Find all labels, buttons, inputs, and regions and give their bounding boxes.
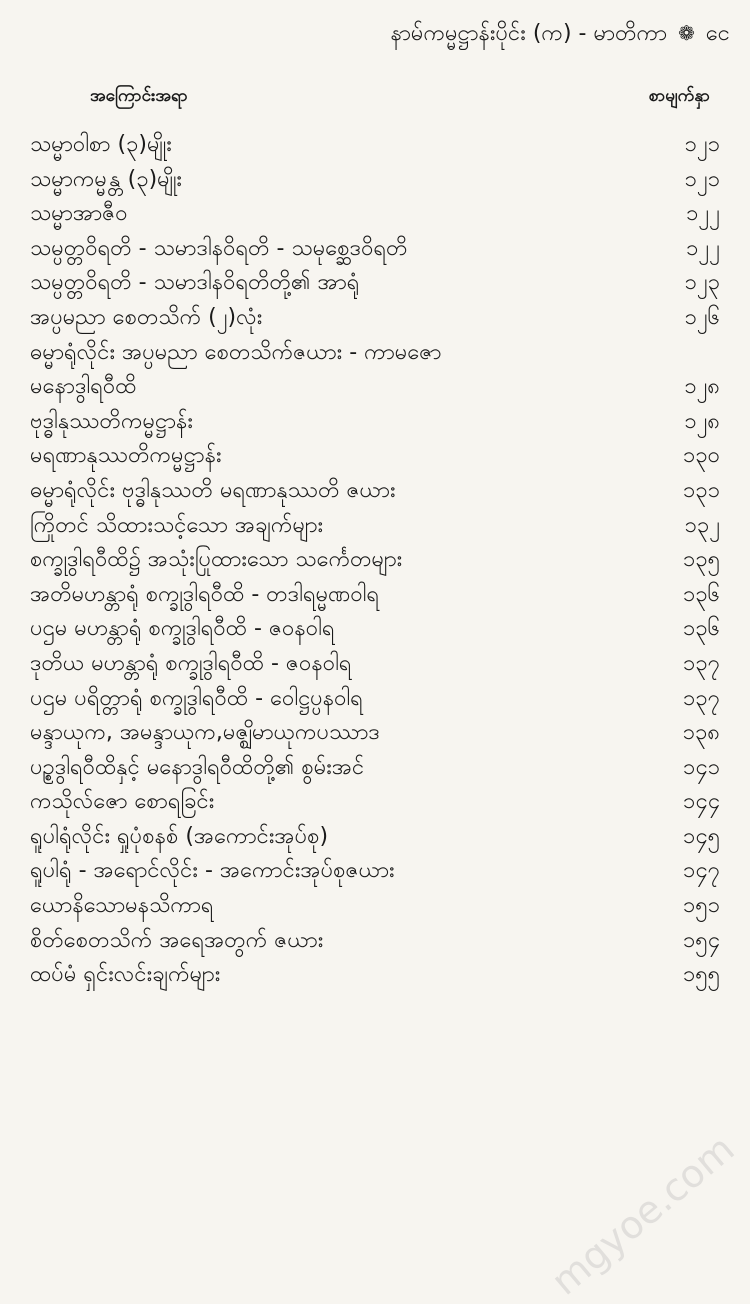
- toc-page: ၁၅၅: [682, 962, 720, 988]
- toc-row: [30, 716, 720, 751]
- toc-row: [30, 405, 720, 440]
- toc-row: [30, 958, 720, 993]
- toc-row: [30, 682, 720, 717]
- column-headers: [30, 85, 710, 113]
- toc-title: အပ္ပမညာ စေတသိက် (၂)လုံး: [30, 304, 263, 330]
- toc-title: ရူပါရုံလိုင်း ရှုပုံစနစ် (အကောင်းအုပ်စု): [30, 823, 329, 849]
- toc-row: [30, 128, 720, 163]
- toc-page: ၁၃၆: [682, 616, 720, 642]
- toc-row: [30, 474, 720, 509]
- toc-title: ရူပါရုံ - အရောင်လိုင်း - အကောင်းအုပ်စုဇယား: [30, 858, 395, 884]
- toc-title: ဓမ္မာရုံလိုင်း ဗုဒ္ဓါနုဿတိ မရဏာနုဿတိ ဇယား: [30, 477, 396, 503]
- toc-page: ၁၃၇: [682, 650, 720, 676]
- toc-row: [30, 751, 720, 786]
- column-header-contents: အကြောင်းအရာ: [90, 86, 188, 106]
- toc-page: ၁၅၄: [682, 927, 720, 953]
- toc-page: ၁၂၆: [684, 304, 720, 330]
- toc-title: သမ္ပတ္တဝိရတိ - သမာဒါနဝိရတိတို့၏ အာရုံ: [30, 270, 360, 296]
- toc-page: ၁၃၅: [682, 547, 720, 573]
- toc-page: ၁၂၈: [684, 374, 720, 400]
- toc-row: [30, 647, 720, 682]
- toc-page: ၁၅၁: [682, 893, 720, 919]
- toc-row: [30, 301, 720, 336]
- toc-row: [30, 163, 720, 198]
- toc-title: ဒုတိယ မဟန္တာရုံ စက္ခုဒွါရဝီထိ - ဇဝနဝါရ: [30, 650, 352, 676]
- toc-row: [30, 266, 720, 301]
- toc-title: ကသိုလ်ဇော စောရခြင်း: [30, 789, 215, 815]
- toc-page: ၁၃၆: [682, 581, 720, 607]
- watermark: mgyoe.com: [542, 1126, 742, 1304]
- page-number: ငေ: [705, 21, 730, 46]
- toc-page: ၁၂၁: [684, 132, 720, 157]
- toc-title: ပဌမ မဟန္တာရုံ စက္ခုဒွါရဝီထိ - ဇဝနဝါရ: [30, 616, 335, 642]
- toc-page: ၁၂၁: [684, 166, 720, 192]
- column-header-page: စာမျက်နှာ: [648, 86, 710, 106]
- toc-row: [30, 509, 720, 544]
- toc-title: ထပ်မံ ရှင်းလင်းချက်များ: [30, 962, 221, 988]
- toc-page: ၁၃၀: [682, 443, 720, 469]
- toc-row: [30, 924, 720, 959]
- running-head: [390, 18, 730, 51]
- toc-title: ဗုဒ္ဓါနုဿတိကမ္မဋ္ဌာန်း: [30, 408, 194, 434]
- toc-row: [30, 370, 720, 405]
- toc-page: ၁၂၂: [686, 201, 720, 227]
- toc-title: သမ္မာဝါစာ (၃)မျိုး: [30, 132, 172, 157]
- toc-row: [30, 785, 720, 820]
- toc-title: ယောနိသောမနသိကာရ: [30, 893, 214, 919]
- toc-row: [30, 336, 720, 371]
- toc-title: စက္ခုဒွါရဝီထိ၌ အသုံးပြုထားသော သင်္ကေတများ: [30, 547, 403, 573]
- toc-page: ၁၄၁: [682, 754, 720, 780]
- toc-row: [30, 578, 720, 613]
- toc-page: ၁၄၅: [682, 823, 720, 849]
- toc-row: [30, 232, 720, 267]
- toc-title: ဓမ္မာရုံလိုင်း အပ္ပမညာ စေတသိက်ဇယား - ကာမဇော: [30, 339, 442, 365]
- toc-page: ၁၂၈: [684, 408, 720, 434]
- toc-page: ၁၄၄: [682, 789, 720, 815]
- toc-page: ၁၃၈: [682, 720, 720, 746]
- toc-title: အတိမဟန္တာရုံ စက္ခုဒွါရဝီထိ - တဒါရမ္မဏဝါရ: [30, 581, 380, 607]
- toc-row: [30, 854, 720, 889]
- toc-title: ပဉ္စဒွါရဝီထိနှင့် မနောဒွါရဝီထိတို့၏ စွမ်းအင်: [30, 754, 365, 780]
- toc-title: သမ္ပတ္တဝိရတိ - သမာဒါနဝိရတိ - သမုစ္ဆေဒဝိရတိ: [30, 235, 408, 261]
- toc-page: ၁၃၂: [684, 512, 720, 538]
- toc-title: ပဌမ ပရိတ္တာရုံ စက္ခုဒွါရဝီထိ - ဝေါဋ္ဌပ္ပနဝါရ: [30, 685, 363, 711]
- toc-page: ၁၃၁: [682, 477, 720, 503]
- running-title: နာမ်ကမ္မဋ္ဌာန်းပိုင်း (က) - မာတိကာ: [390, 21, 668, 46]
- toc-row: [30, 889, 720, 924]
- toc-row: [30, 612, 720, 647]
- toc-title: စိတ်စေတသိက် အရေအတွက် ဇယား: [30, 927, 324, 953]
- toc-row: [30, 197, 720, 232]
- toc-row: [30, 439, 720, 474]
- toc-page: ၁၂၃: [684, 270, 720, 296]
- toc-title: မနောဒွါရဝီထိ: [30, 374, 137, 400]
- toc-title: သမ္မာကမ္မန္တ (၃)မျိုး: [30, 166, 182, 192]
- ornament-icon: ❁: [678, 21, 695, 45]
- toc-title: ကြိုတင် သိထားသင့်သော အချက်များ: [30, 512, 324, 538]
- toc-page: ၁၃၇: [682, 685, 720, 711]
- toc-title: သမ္မာအာဇီဝ: [30, 201, 128, 227]
- table-of-contents: [30, 128, 720, 993]
- toc-page: ၁၂၂: [686, 235, 720, 261]
- toc-page: ၁၄၇: [682, 858, 720, 884]
- toc-title: မန္ဒာယုက, အမန္ဒာယုက,မဇ္ဈိမာယုကပဿာဒ: [30, 720, 380, 746]
- toc-row: [30, 820, 720, 855]
- toc-row: [30, 543, 720, 578]
- toc-title: မရဏာနုဿတိကမ္မဋ္ဌာန်း: [30, 443, 222, 469]
